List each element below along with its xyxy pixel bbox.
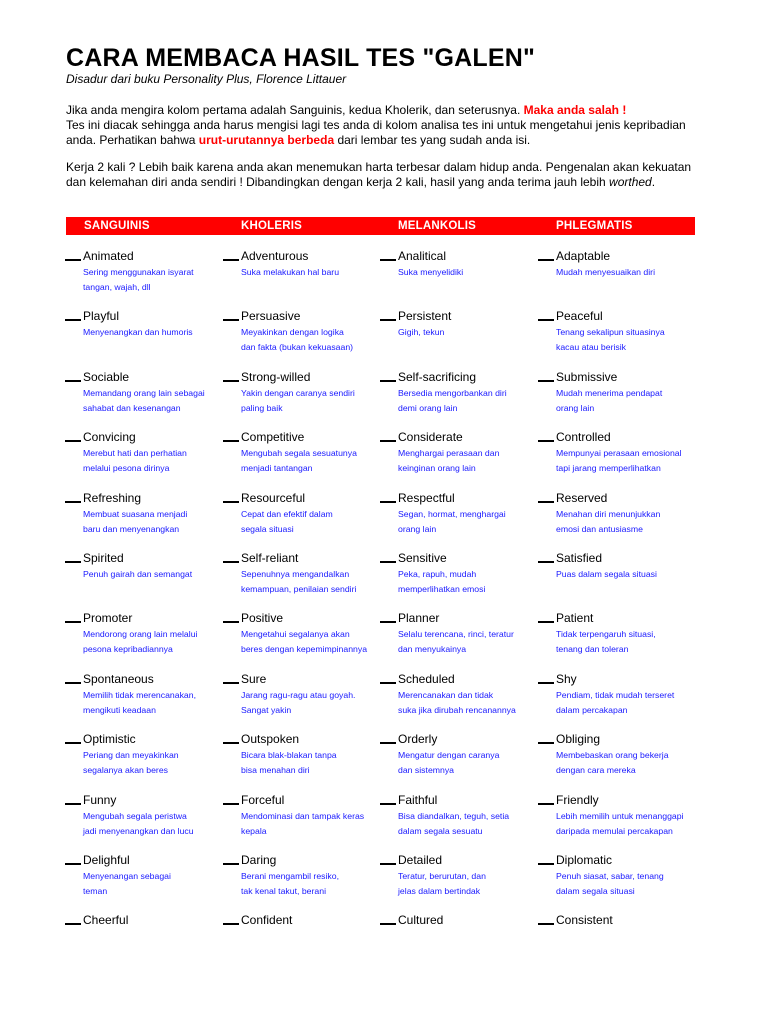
trait-description: [556, 627, 656, 656]
trait-word: Diplomatic: [556, 853, 613, 867]
trait-description: [241, 507, 333, 536]
answer-blank-line[interactable]: [380, 742, 396, 744]
trait-description-line: segala situasi: [241, 523, 294, 534]
trait-description: [398, 627, 514, 656]
trait-description-line: Peka, rapuh, mudah: [398, 569, 477, 579]
trait-description-line: beres dengan kepemimpinannya: [241, 643, 368, 654]
trait-description-line: keinginan orang lain: [398, 462, 476, 473]
trait-word: Analitical: [398, 249, 447, 263]
trait-word: Sensitive: [398, 551, 447, 565]
trait-word: Self-sacrificing: [398, 370, 477, 384]
trait-description-line: teman: [83, 885, 108, 896]
trait-description: [83, 869, 171, 898]
trait-description: [83, 627, 197, 656]
intro-italic: worthed: [609, 175, 652, 189]
trait-description-line: dan menyukainya: [398, 643, 467, 654]
answer-blank-line[interactable]: [538, 561, 554, 563]
trait-description-line: jelas dalam bertindak: [398, 885, 481, 896]
answer-blank-line[interactable]: [538, 923, 554, 925]
trait-word: Respectful: [398, 491, 455, 505]
trait-word: Playful: [83, 309, 120, 323]
trait-description-line: kacau atau berisik: [556, 341, 627, 352]
trait-description-line: Segan, hormat, menghargai: [398, 509, 506, 519]
page-title: CARA MEMBACA HASIL TES "GALEN": [66, 44, 536, 72]
column-header-kholeris: KHOLERIS: [241, 220, 303, 232]
trait-description-line: Menghargai perasaan dan: [398, 448, 500, 458]
trait-description-line: Mengetahui segalanya akan: [241, 629, 350, 639]
trait-word: Detailed: [398, 853, 443, 867]
answer-blank-line[interactable]: [538, 380, 554, 382]
trait-description: [83, 325, 193, 340]
trait-word: Strong-willed: [241, 370, 311, 384]
answer-blank-line[interactable]: [538, 682, 554, 684]
trait-word: Daring: [241, 853, 277, 867]
trait-description-line: Menahan diri menunjukkan: [556, 509, 661, 519]
answer-blank-line[interactable]: [65, 621, 81, 623]
trait-description-line: paling baik: [241, 402, 283, 413]
trait-description: [241, 869, 339, 898]
answer-blank-line[interactable]: [380, 440, 396, 442]
answer-blank-line[interactable]: [223, 742, 239, 744]
answer-blank-line[interactable]: [538, 440, 554, 442]
trait-description: [556, 809, 684, 838]
trait-description-line: Mengatur dengan caranya: [398, 750, 500, 760]
trait-description-line: tangan, wajah, dll: [83, 281, 151, 292]
trait-word: Animated: [83, 249, 134, 263]
answer-blank-line[interactable]: [65, 440, 81, 442]
trait-description-line: dalam percakapan: [556, 704, 628, 715]
trait-description: [556, 567, 657, 582]
intro-emphasis: urut-urutannya berbeda: [198, 133, 335, 147]
answer-blank-line[interactable]: [65, 923, 81, 925]
answer-blank-line[interactable]: [65, 742, 81, 744]
trait-description: [241, 446, 357, 475]
trait-word: Considerate: [398, 430, 463, 444]
trait-word: Self-reliant: [241, 551, 299, 565]
trait-word: Obliging: [556, 732, 601, 746]
trait-description: [83, 507, 187, 536]
trait-word: Refreshing: [83, 491, 142, 505]
trait-description-line: melalui pesona dirinya: [83, 462, 170, 473]
trait-description-line: Puas dalam segala situasi: [556, 569, 657, 579]
trait-description-line: Menyenangkan dan humoris: [83, 327, 193, 337]
trait-description-line: bisa menahan diri: [241, 764, 310, 775]
trait-description: [556, 325, 665, 354]
intro-paragraph-2: [66, 160, 706, 190]
trait-word: Satisfied: [556, 551, 603, 565]
intro-text: .: [651, 175, 656, 189]
trait-description: [398, 507, 506, 536]
trait-description: [556, 688, 674, 717]
trait-description-line: dalam segala situasi: [556, 885, 635, 896]
trait-description-line: Membuat suasana menjadi: [83, 509, 188, 519]
trait-description-line: tapi jarang memperlihatkan: [556, 462, 661, 473]
trait-word: Consistent: [556, 913, 613, 927]
answer-blank-line[interactable]: [538, 259, 554, 261]
intro-text: Kerja 2 kali ? Lebih baik karena anda akan menemukan harta terbesar dalam hidup anda. Pengenalan akan kekuatan dan kelemahan diri anda sendiri ! Dibandingkan dengan kerja 2 kali, hasil yang anda terima jauh lebih: [66, 160, 692, 189]
trait-description: [83, 688, 196, 717]
trait-description-line: Bisa diandalkan, teguh, setia: [398, 811, 510, 821]
column-header-phlegmatis: PHLEGMATIS: [556, 220, 633, 232]
trait-description-line: orang lain: [556, 402, 595, 413]
trait-word: Spontaneous: [83, 672, 154, 686]
trait-description-line: Memandang orang lain sebagai: [83, 388, 205, 398]
answer-blank-line[interactable]: [223, 863, 239, 865]
trait-description-line: Lebih memilih untuk menanggapi: [556, 811, 684, 821]
trait-description-line: Membebaskan orang bekerja: [556, 750, 669, 760]
trait-description: [398, 386, 507, 415]
intro-paragraph-1: [66, 103, 706, 148]
page-subtitle: Disadur dari buku Personality Plus, Florence Littauer: [66, 72, 347, 86]
answer-blank-line[interactable]: [65, 863, 81, 865]
answer-blank-line[interactable]: [538, 863, 554, 865]
trait-description: [556, 446, 682, 475]
trait-description-line: Sangat yakin: [241, 704, 292, 715]
column-header-melankolis: MELANKOLIS: [398, 220, 477, 232]
trait-description: [241, 386, 355, 415]
trait-description: [398, 809, 509, 838]
trait-word: Optimistic: [83, 732, 136, 746]
trait-word: Scheduled: [398, 672, 455, 686]
trait-description: [241, 809, 364, 838]
trait-description-line: Tidak terpengaruh situasi,: [556, 629, 656, 639]
trait-word: Adaptable: [556, 249, 611, 263]
trait-description-line: Mudah menyesuaikan diri: [556, 267, 655, 277]
answer-blank-line[interactable]: [380, 803, 396, 805]
trait-description-line: kepala: [241, 825, 267, 836]
trait-description: [398, 325, 444, 340]
trait-description: [398, 748, 499, 777]
trait-description: [83, 386, 205, 415]
trait-description-line: memperlihatkan emosi: [398, 583, 486, 594]
trait-description: [241, 627, 367, 656]
answer-blank-line[interactable]: [380, 319, 396, 321]
trait-word: Persuasive: [241, 309, 301, 323]
trait-description: [556, 507, 660, 536]
trait-description-line: dan fakta (bukan kekuasaan): [241, 341, 354, 352]
trait-description-line: Suka menyelidiki: [398, 267, 464, 277]
trait-description-line: orang lain: [398, 523, 437, 534]
trait-description: [556, 386, 662, 415]
trait-description: [83, 446, 187, 475]
intro-text: dari lembar tes yang sudah anda isi.: [334, 133, 531, 147]
answer-blank-line[interactable]: [538, 501, 554, 503]
trait-description-line: Merebut hati dan perhatian: [83, 448, 187, 458]
trait-word: Cheerful: [83, 913, 129, 927]
trait-description: [398, 567, 485, 596]
answer-blank-line[interactable]: [380, 863, 396, 865]
trait-description-line: Meyakinkan dengan logika: [241, 327, 344, 337]
trait-word: Delighful: [83, 853, 130, 867]
answer-blank-line[interactable]: [223, 561, 239, 563]
answer-blank-line[interactable]: [223, 380, 239, 382]
answer-blank-line[interactable]: [65, 380, 81, 382]
trait-description-line: dalam segala sesuatu: [398, 825, 483, 836]
trait-word: Persistent: [398, 309, 452, 323]
trait-description-line: Mendorong orang lain melalui: [83, 629, 198, 639]
trait-description-line: Jarang ragu-ragu atau goyah.: [241, 690, 356, 700]
trait-description-line: kemampuan, penilaian sendiri: [241, 583, 357, 594]
answer-blank-line[interactable]: [65, 259, 81, 261]
trait-description: [556, 748, 669, 777]
trait-description-line: Mempunyai perasaan emosional: [556, 448, 682, 458]
intro-text: Tes ini diacak sehingga anda harus mengisi lagi tes anda di kolom analisa tes ini untuk mengetahui jenis kepribadian anda. Perhatikan bahwa: [66, 118, 686, 147]
answer-blank-line[interactable]: [65, 803, 81, 805]
trait-description-line: Cepat dan efektif dalam: [241, 509, 333, 519]
trait-description-line: segalanya akan beres: [83, 764, 169, 775]
trait-description-line: Yakin dengan caranya sendiri: [241, 388, 355, 398]
answer-blank-line[interactable]: [223, 682, 239, 684]
answer-blank-line[interactable]: [223, 923, 239, 925]
trait-description-line: Mendominasi dan tampak keras: [241, 811, 365, 821]
trait-word: Controlled: [556, 430, 611, 444]
trait-description-line: Merencanakan dan tidak: [398, 690, 494, 700]
trait-word: Funny: [83, 793, 117, 807]
trait-description: [556, 265, 655, 280]
trait-word: Faithful: [398, 793, 438, 807]
answer-blank-line[interactable]: [380, 923, 396, 925]
trait-word: Peaceful: [556, 309, 603, 323]
trait-description-line: suka jika dirubah rencanannya: [398, 704, 516, 715]
trait-word: Confident: [241, 913, 293, 927]
trait-word: Reserved: [556, 491, 608, 505]
trait-description: [398, 688, 516, 717]
trait-description-line: Pendiam, tidak mudah terseret: [556, 690, 675, 700]
trait-description-line: Memilih tidak merencanakan,: [83, 690, 196, 700]
trait-description-line: emosi dan antusiasme: [556, 523, 643, 534]
answer-blank-line[interactable]: [380, 259, 396, 261]
trait-word: Competitive: [241, 430, 305, 444]
trait-description-line: Mudah menerima pendapat: [556, 388, 663, 398]
trait-description: [398, 265, 463, 280]
trait-description: [241, 748, 337, 777]
trait-description-line: Suka melakukan hal baru: [241, 267, 340, 277]
trait-description-line: dan sistemnya: [398, 764, 455, 775]
trait-description: [241, 567, 356, 596]
answer-blank-line[interactable]: [380, 621, 396, 623]
trait-description: [241, 325, 353, 354]
answer-blank-line[interactable]: [223, 501, 239, 503]
trait-description-line: Tenang sekalipun situasinya: [556, 327, 665, 337]
answer-blank-line[interactable]: [538, 621, 554, 623]
answer-blank-line[interactable]: [380, 682, 396, 684]
trait-word: Spirited: [83, 551, 124, 565]
trait-description: [83, 748, 179, 777]
answer-blank-line[interactable]: [380, 380, 396, 382]
intro-warning: Maka anda salah !: [523, 103, 627, 117]
trait-description-line: Bersedia mengorbankan diri: [398, 388, 507, 398]
answer-blank-line[interactable]: [65, 682, 81, 684]
trait-word: Friendly: [556, 793, 599, 807]
answer-blank-line[interactable]: [380, 561, 396, 563]
trait-description-line: Teratur, berurutan, dan: [398, 871, 486, 881]
trait-description-line: daripada memulai percakapan: [556, 825, 673, 836]
trait-description-line: Penuh siasat, sabar, tenang: [556, 871, 664, 881]
trait-word: Sure: [241, 672, 267, 686]
trait-description-line: Penuh gairah dan semangat: [83, 569, 193, 579]
trait-word: Positive: [241, 611, 284, 625]
trait-word: Cultured: [398, 913, 444, 927]
trait-description: [241, 265, 339, 280]
trait-word: Convicing: [83, 430, 136, 444]
trait-description-line: mengikuti keadaan: [83, 704, 156, 715]
trait-description: [241, 688, 355, 717]
trait-description: [398, 446, 499, 475]
trait-description-line: Menyenangan sebagai: [83, 871, 171, 881]
trait-word: Patient: [556, 611, 594, 625]
trait-description: [556, 869, 664, 898]
trait-word: Orderly: [398, 732, 438, 746]
trait-word: Outspoken: [241, 732, 300, 746]
trait-description-line: dengan cara mereka: [556, 764, 636, 775]
answer-blank-line[interactable]: [538, 803, 554, 805]
trait-description: [398, 869, 486, 898]
answer-blank-line[interactable]: [538, 319, 554, 321]
answer-blank-line[interactable]: [380, 501, 396, 503]
trait-word: Submissive: [556, 370, 618, 384]
trait-description: [83, 265, 194, 294]
trait-description-line: Gigih, tekun: [398, 327, 445, 337]
trait-word: Sociable: [83, 370, 130, 384]
trait-word: Resourceful: [241, 491, 306, 505]
answer-blank-line[interactable]: [538, 742, 554, 744]
trait-word: Planner: [398, 611, 440, 625]
trait-description-line: Berani mengambil resiko,: [241, 871, 340, 881]
trait-description-line: demi orang lain: [398, 402, 458, 413]
column-header-sanguinis: SANGUINIS: [84, 220, 150, 232]
trait-description: [83, 809, 194, 838]
trait-word: Promoter: [83, 611, 133, 625]
trait-word: Forceful: [241, 793, 285, 807]
trait-word: Shy: [556, 672, 577, 686]
trait-word: Adventurous: [241, 249, 309, 263]
trait-description: [83, 567, 192, 582]
trait-description-line: pesona kepribadiannya: [83, 643, 173, 654]
answer-blank-line[interactable]: [65, 501, 81, 503]
trait-description-line: Sepenuhnya mengandalkan: [241, 569, 350, 579]
trait-description-line: Periang dan meyakinkan: [83, 750, 179, 760]
trait-description-line: menjadi tantangan: [241, 462, 313, 473]
trait-description-line: Sering menggunakan isyarat: [83, 267, 194, 277]
trait-description-line: tenang dan toleran: [556, 643, 629, 654]
answer-blank-line[interactable]: [65, 561, 81, 563]
answer-blank-line[interactable]: [223, 319, 239, 321]
answer-blank-line[interactable]: [223, 803, 239, 805]
answer-blank-line[interactable]: [223, 259, 239, 261]
answer-blank-line[interactable]: [223, 621, 239, 623]
answer-blank-line[interactable]: [223, 440, 239, 442]
answer-blank-line[interactable]: [65, 319, 81, 321]
trait-description-line: baru dan menyenangkan: [83, 523, 180, 534]
trait-description-line: Bicara blak-blakan tanpa: [241, 750, 337, 760]
trait-description-line: Selalu terencana, rinci, teratur: [398, 629, 514, 639]
intro-text: Jika anda mengira kolom pertama adalah Sanguinis, kedua Kholerik, dan seterusnya.: [66, 103, 524, 117]
trait-description-line: tak kenal takut, berani: [241, 885, 326, 896]
trait-description-line: sahabat dan kesenangan: [83, 402, 181, 413]
trait-description-line: Mengubah segala sesuatunya: [241, 448, 357, 458]
trait-description-line: jadi menyenangkan dan lucu: [83, 825, 194, 836]
trait-description-line: Mengubah segala peristwa: [83, 811, 187, 821]
